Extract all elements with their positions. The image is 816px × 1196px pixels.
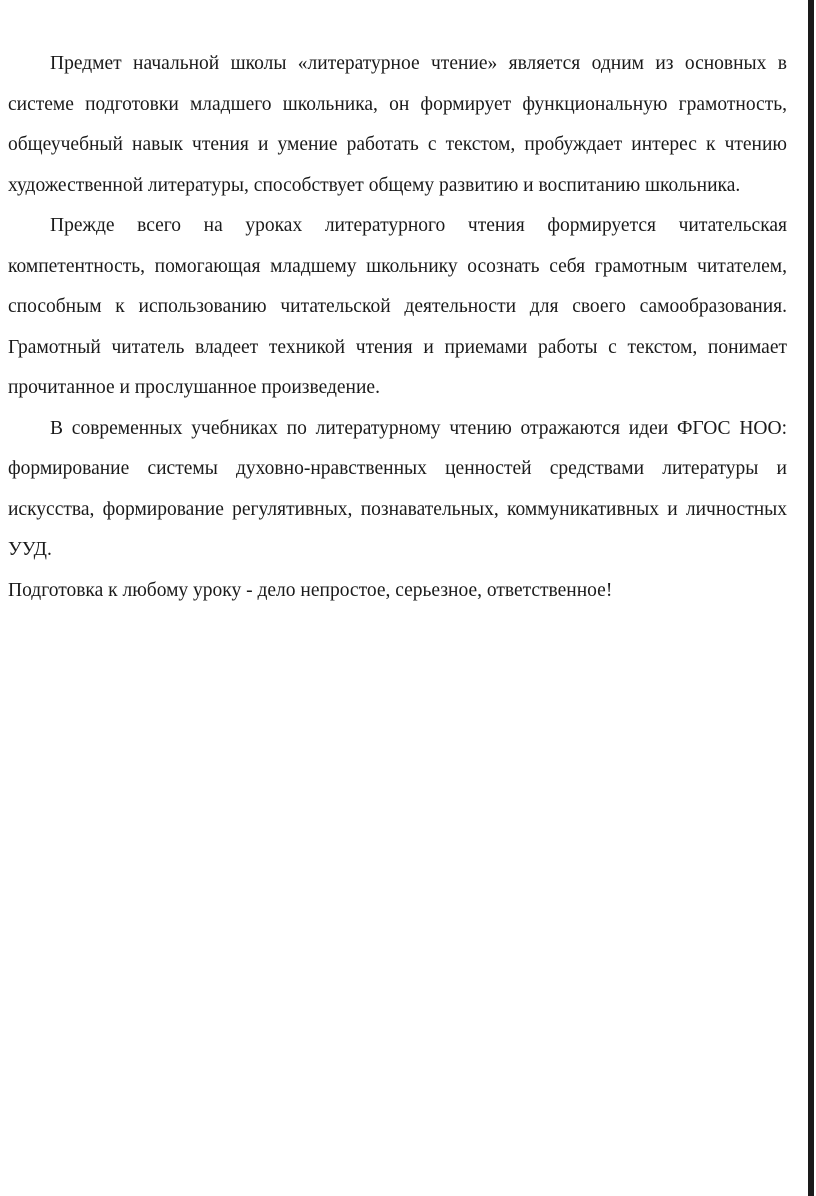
paragraph-4: Подготовка к любому уроку - дело непростое, серьезное, ответственное! <box>8 579 613 601</box>
paragraph-3: В современных учебниках по литературному чтению отражаются идеи ФГОС НОО: формирование системы духовно-нравственных ценностей средствами литературы и искусства, формирование регулятивных, познавательных, коммуникативных и личностных УУД. <box>8 417 787 560</box>
paragraph-2: Прежде всего на уроках литературного чтения формируется читательская компетентность, помогающая младшему школьнику осознать себя грамотным читателем, способным к использованию читательской деятельности для своего самообразования. Грамотный читатель владеет техникой чтения и приемами работы с текстом, понимает прочитанное и прослушанное произведение. <box>8 215 787 398</box>
paragraph-1: Предмет начальной школы «литературное чтение» является одним из основных в системе подготовки младшего школьника, он формирует функциональную грамотность, общеучебный навык чтения и умение работать с текстом, пробуждает интерес к чтению художественной литературы, способствует общему развитию и воспитанию школьника. <box>8 53 787 196</box>
page-edge-rule <box>808 0 814 1196</box>
document-body <box>8 44 787 611</box>
